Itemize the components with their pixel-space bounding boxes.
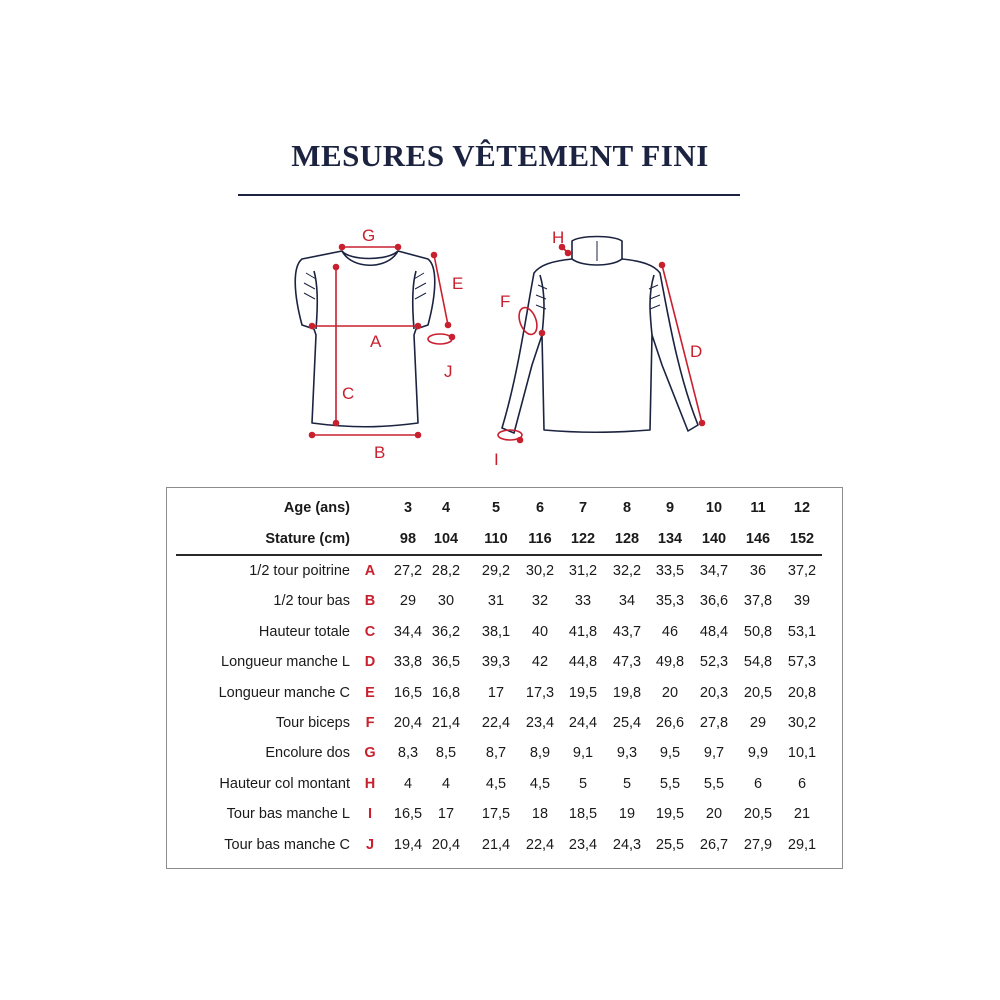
- table-cell: 28,2: [431, 563, 461, 579]
- table-cell: 5,5: [659, 775, 681, 792]
- table-cell: 4,5: [529, 775, 551, 792]
- table-cell: 39: [793, 593, 811, 610]
- table-cell: 57,3: [787, 654, 817, 671]
- row-label: Hauteur totale: [258, 623, 350, 640]
- table-cell: 30,2: [525, 563, 555, 579]
- table-cell: 19,5: [568, 684, 598, 701]
- table-cell: 50,8: [743, 623, 773, 640]
- table-cell: 35,3: [655, 593, 685, 610]
- table-cell: 34,4: [393, 623, 423, 640]
- age-header-label: Age (ans): [283, 500, 350, 516]
- stature-cell: 152: [789, 531, 815, 547]
- table-cell: 30,2: [787, 715, 817, 731]
- row-label: Encolure dos: [265, 745, 350, 762]
- table-cell: 9,3: [616, 745, 638, 762]
- table-cell: 37,8: [743, 593, 773, 610]
- stature-cell: 98: [399, 531, 417, 547]
- table-cell: 9,1: [572, 745, 594, 762]
- table-cell: 19: [618, 806, 636, 823]
- table-cell: 25,5: [655, 836, 685, 853]
- table-cell: 21,4: [481, 836, 511, 853]
- table-cell: 40: [531, 623, 549, 640]
- stature-cell: 122: [570, 531, 596, 547]
- table-cell: 6: [797, 775, 807, 792]
- row-letter: A: [364, 563, 376, 579]
- table-cell: 29: [749, 715, 767, 731]
- age-cell: 5: [491, 500, 501, 516]
- table-cell: 34,7: [699, 563, 729, 579]
- table-cell: 48,4: [699, 623, 729, 640]
- table-cell: 21,4: [431, 715, 461, 731]
- table-cell: 36,2: [431, 623, 461, 640]
- table-cell: 20,8: [787, 684, 817, 701]
- table-cell: 20,4: [393, 715, 423, 731]
- table-cell: 46: [661, 623, 679, 640]
- table-cell: 19,5: [655, 806, 685, 823]
- table-cell: 5,5: [703, 775, 725, 792]
- table-cell: 31,2: [568, 563, 598, 579]
- table-cell: 26,7: [699, 836, 729, 853]
- label-j: J: [444, 362, 453, 381]
- garment-diagram: [270, 215, 730, 470]
- table-cell: 17,3: [525, 684, 555, 701]
- table-cell: 31: [487, 593, 505, 610]
- table-cell: 5: [578, 775, 588, 792]
- stature-cell: 128: [614, 531, 640, 547]
- age-cell: 12: [793, 500, 811, 516]
- table-cell: 8,3: [397, 745, 419, 762]
- row-label: 1/2 tour bas: [273, 593, 350, 610]
- table-cell: 47,3: [612, 654, 642, 671]
- title-divider: [238, 194, 740, 196]
- row-letter: C: [364, 623, 376, 640]
- table-cell: 8,7: [485, 745, 507, 762]
- table-cell: 23,4: [568, 836, 598, 853]
- table-cell: 32,2: [612, 563, 642, 579]
- table-cell: 27,8: [699, 715, 729, 731]
- row-letter: E: [365, 684, 375, 701]
- table-cell: 43,7: [612, 623, 642, 640]
- page-title: MESURES VÊTEMENT FINI: [291, 138, 709, 173]
- table-cell: 20,5: [743, 684, 773, 701]
- table-cell: 32: [531, 593, 549, 610]
- label-b: B: [374, 443, 386, 462]
- table-cell: 27,9: [743, 836, 773, 853]
- label-h: H: [552, 228, 565, 247]
- table-cell: 33: [574, 593, 592, 610]
- short-sleeve-top-drawing: [295, 251, 435, 427]
- table-cell: 38,1: [481, 623, 511, 640]
- table-cell: 30: [437, 593, 455, 610]
- row-label: Tour bas manche L: [226, 806, 350, 823]
- table-cell: 4: [403, 775, 413, 792]
- label-e: E: [452, 274, 464, 293]
- row-label: Longueur manche L: [221, 654, 350, 671]
- table-cell: 36: [749, 563, 767, 579]
- table-cell: 6: [753, 775, 763, 792]
- header-divider: [176, 554, 822, 556]
- table-cell: 23,4: [525, 715, 555, 731]
- table-cell: 17: [437, 806, 455, 823]
- stature-cell: 116: [528, 531, 552, 547]
- table-cell: 41,8: [568, 623, 598, 640]
- table-cell: 4,5: [485, 775, 507, 792]
- table-cell: 4: [441, 775, 451, 792]
- table-cell: 18: [531, 806, 549, 823]
- table-cell: 29,2: [481, 563, 511, 579]
- table-cell: 9,5: [659, 745, 681, 762]
- age-cell: 6: [535, 500, 545, 516]
- stature-cell: 110: [484, 531, 508, 547]
- table-cell: 37,2: [787, 563, 817, 579]
- table-cell: 34: [618, 593, 636, 610]
- label-a: A: [370, 332, 382, 351]
- stature-cell: 140: [701, 531, 727, 547]
- table-cell: 44,8: [568, 654, 598, 671]
- table-cell: 29,1: [787, 836, 817, 853]
- table-cell: 33,5: [655, 563, 685, 579]
- table-cell: 17: [487, 684, 505, 701]
- row-letter: D: [364, 654, 376, 671]
- table-cell: 10,1: [787, 745, 817, 762]
- age-cell: 3: [403, 500, 413, 516]
- table-cell: 49,8: [655, 654, 685, 671]
- label-i: I: [494, 450, 499, 469]
- stature-cell: 104: [433, 531, 459, 547]
- stature-cell: 134: [657, 531, 683, 547]
- label-d: D: [690, 342, 703, 361]
- row-letter: H: [364, 775, 376, 792]
- age-cell: 4: [441, 500, 451, 516]
- age-cell: 8: [622, 500, 632, 516]
- table-cell: 25,4: [612, 715, 642, 731]
- table-cell: 20: [705, 806, 723, 823]
- stature-header-label: Stature (cm): [265, 531, 350, 547]
- table-cell: 42: [531, 654, 549, 671]
- row-letter: G: [364, 745, 376, 762]
- table-cell: 54,8: [743, 654, 773, 671]
- table-cell: 29: [399, 593, 417, 610]
- table-cell: 19,8: [612, 684, 642, 701]
- stature-cell: 146: [745, 531, 771, 547]
- table-cell: 8,5: [435, 745, 457, 762]
- row-label: Longueur manche C: [218, 684, 350, 701]
- table-cell: 16,5: [393, 806, 423, 823]
- table-cell: 20,5: [743, 806, 773, 823]
- table-cell: 17,5: [481, 806, 511, 823]
- table-cell: 20,4: [431, 836, 461, 853]
- table-cell: 20,3: [699, 684, 729, 701]
- age-cell: 10: [705, 500, 723, 516]
- row-letter: B: [364, 593, 376, 610]
- table-cell: 9,7: [703, 745, 725, 762]
- table-cell: 18,5: [568, 806, 598, 823]
- table-cell: 24,3: [612, 836, 642, 853]
- row-label: Tour bas manche C: [224, 836, 350, 853]
- table-cell: 16,8: [431, 684, 461, 701]
- row-label: Hauteur col montant: [219, 775, 350, 792]
- table-cell: 24,4: [568, 715, 598, 731]
- row-letter: I: [367, 806, 373, 823]
- table-cell: 22,4: [525, 836, 555, 853]
- table-cell: 21: [793, 806, 811, 823]
- table-cell: 8,9: [529, 745, 551, 762]
- table-cell: 52,3: [699, 654, 729, 671]
- table-cell: 16,5: [393, 684, 423, 701]
- table-cell: 9,9: [747, 745, 769, 762]
- table-cell: 36,6: [699, 593, 729, 610]
- table-cell: 19,4: [393, 836, 423, 853]
- table-cell: 33,8: [393, 654, 423, 671]
- table-cell: 53,1: [787, 623, 817, 640]
- age-cell: 9: [665, 500, 675, 516]
- row-label: 1/2 tour poitrine: [249, 563, 350, 579]
- table-cell: 27,2: [393, 563, 423, 579]
- row-letter: J: [365, 836, 375, 853]
- age-cell: 7: [578, 500, 588, 516]
- row-letter: F: [365, 715, 375, 731]
- label-c: C: [342, 384, 355, 403]
- table-cell: 26,6: [655, 715, 685, 731]
- table-cell: 20: [661, 684, 679, 701]
- table-cell: 36,5: [431, 654, 461, 671]
- row-label: Tour biceps: [275, 715, 350, 731]
- label-g: G: [362, 226, 376, 245]
- age-cell: 11: [750, 500, 766, 516]
- table-cell: 22,4: [481, 715, 511, 731]
- table-cell: 39,3: [481, 654, 511, 671]
- label-f: F: [500, 292, 511, 311]
- table-cell: 5: [622, 775, 632, 792]
